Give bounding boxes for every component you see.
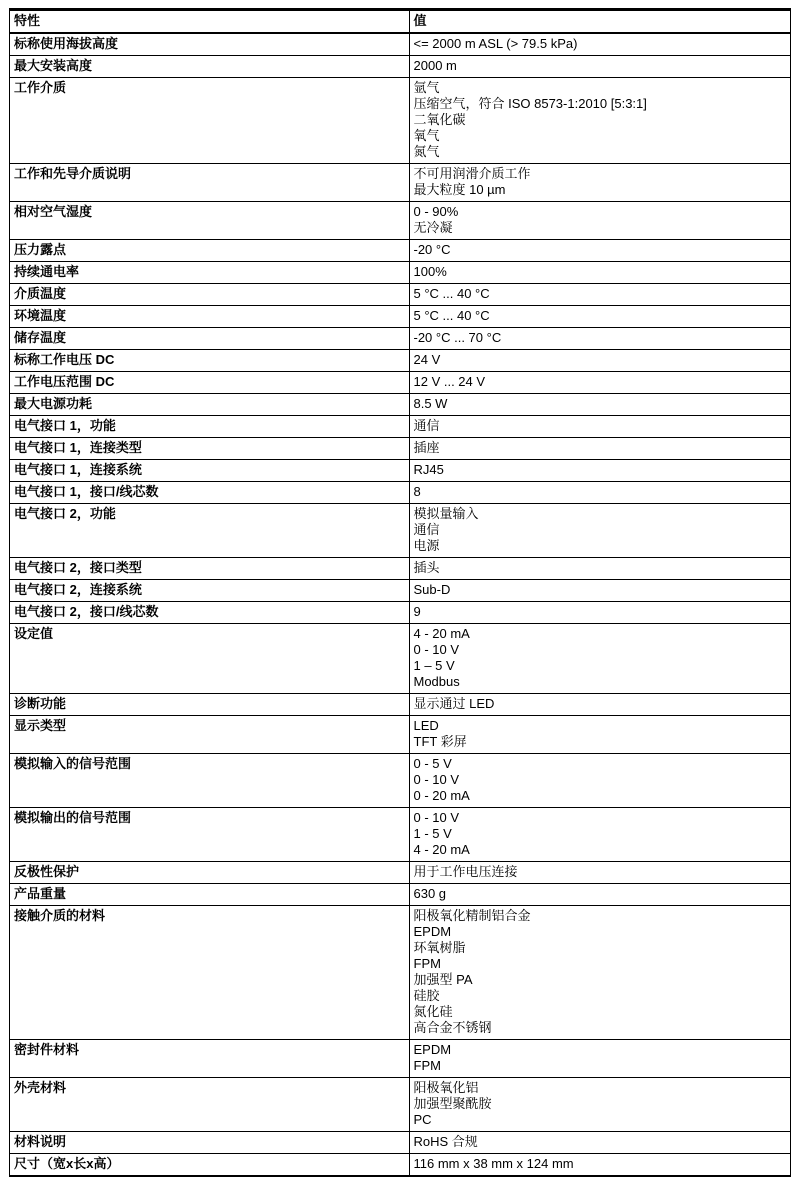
table-row xyxy=(10,350,791,372)
spec-table-head xyxy=(10,10,791,34)
spec-value-cell xyxy=(409,1078,791,1132)
spec-value-line: 阳极氧化铝 xyxy=(413,1080,479,1095)
spec-value-line: 1 – 5 V xyxy=(413,658,455,673)
spec-value-line: 5 °C ... 40 °C xyxy=(413,286,490,301)
table-row xyxy=(10,1040,791,1078)
table-row xyxy=(10,580,791,602)
spec-label-cell: 外壳材料 xyxy=(10,1078,410,1132)
spec-value-line: -20 °C ... 70 °C xyxy=(413,330,502,345)
spec-label-cell: 相对空气湿度 xyxy=(10,202,410,240)
spec-value-line: 通信 xyxy=(413,522,440,537)
spec-value-line: 氮化硅 xyxy=(413,1004,453,1019)
spec-value-line: 116 mm x 38 mm x 124 mm xyxy=(413,1156,574,1171)
spec-value-line: 最大粒度 10 µm xyxy=(413,182,506,197)
spec-value-line: 0 - 90% xyxy=(413,204,459,219)
spec-value-cell xyxy=(409,284,791,306)
spec-value-cell xyxy=(409,350,791,372)
spec-value-line: 0 - 10 V xyxy=(413,810,460,825)
table-row xyxy=(10,1132,791,1154)
table-row xyxy=(10,33,791,56)
spec-label-cell: 电气接口 2，功能 xyxy=(10,504,410,558)
spec-label-cell: 环境温度 xyxy=(10,306,410,328)
table-row xyxy=(10,906,791,1040)
spec-value-line: RJ45 xyxy=(413,462,444,477)
spec-value-line: 氮气 xyxy=(413,144,440,159)
spec-value-cell xyxy=(409,808,791,862)
table-row xyxy=(10,884,791,906)
header-value: 值 xyxy=(409,10,791,34)
spec-value-line: 0 - 10 V xyxy=(413,642,460,657)
spec-value-line: -20 °C xyxy=(413,242,451,257)
spec-value-cell xyxy=(409,394,791,416)
spec-value-cell xyxy=(409,33,791,56)
spec-value-cell xyxy=(409,438,791,460)
spec-value-line: <= 2000 m ASL (> 79.5 kPa) xyxy=(413,36,578,51)
spec-value-line: 12 V ... 24 V xyxy=(413,374,486,389)
table-row xyxy=(10,862,791,884)
spec-label-cell: 持续通电率 xyxy=(10,262,410,284)
spec-value-cell xyxy=(409,862,791,884)
spec-value-line: 4 - 20 mA xyxy=(413,842,470,857)
spec-label-cell: 接触介质的材料 xyxy=(10,906,410,1040)
spec-value-cell xyxy=(409,754,791,808)
spec-value-line: 压缩空气，符合 ISO 8573-1:2010 [5:3:1] xyxy=(413,96,647,111)
spec-label-cell: 介质温度 xyxy=(10,284,410,306)
table-row xyxy=(10,1154,791,1177)
spec-label-cell: 最大电源功耗 xyxy=(10,394,410,416)
spec-value-line: 二氧化碳 xyxy=(413,112,466,127)
spec-label-cell: 标称工作电压 DC xyxy=(10,350,410,372)
spec-value-line: 通信 xyxy=(413,418,440,433)
spec-value-line: 氧气 xyxy=(413,128,440,143)
spec-value-cell xyxy=(409,460,791,482)
spec-value-cell xyxy=(409,504,791,558)
spec-value-line: 5 °C ... 40 °C xyxy=(413,308,490,323)
spec-value-line: 0 - 5 V xyxy=(413,756,452,771)
spec-value-cell xyxy=(409,580,791,602)
spec-value-cell xyxy=(409,56,791,78)
table-row xyxy=(10,56,791,78)
spec-value-line: FPM xyxy=(413,956,441,971)
table-row xyxy=(10,754,791,808)
spec-label-cell: 电气接口 1，功能 xyxy=(10,416,410,438)
spec-value-cell xyxy=(409,716,791,754)
spec-value-cell xyxy=(409,164,791,202)
spec-label-cell: 密封件材料 xyxy=(10,1040,410,1078)
spec-value-line: 8 xyxy=(413,484,421,499)
spec-value-line: 电源 xyxy=(413,538,440,553)
spec-value-line: TFT 彩屏 xyxy=(413,734,467,749)
table-row xyxy=(10,164,791,202)
spec-value-line: 9 xyxy=(413,604,421,619)
spec-value-line: 0 - 20 mA xyxy=(413,788,470,803)
spec-value-cell xyxy=(409,694,791,716)
spec-label-cell: 电气接口 2，接口类型 xyxy=(10,558,410,580)
spec-value-cell xyxy=(409,602,791,624)
spec-label-cell: 电气接口 1，连接类型 xyxy=(10,438,410,460)
spec-value-line: 630 g xyxy=(413,886,447,901)
spec-label-cell: 最大安装高度 xyxy=(10,56,410,78)
spec-value-line: PC xyxy=(413,1112,432,1127)
table-row xyxy=(10,716,791,754)
spec-value-cell xyxy=(409,306,791,328)
table-row xyxy=(10,240,791,262)
spec-value-line: 显示通过 LED xyxy=(413,696,495,711)
table-header-row xyxy=(10,10,791,34)
spec-value-line: 用于工作电压连接 xyxy=(413,864,518,879)
table-row xyxy=(10,328,791,350)
table-row xyxy=(10,504,791,558)
spec-label-cell: 模拟输入的信号范围 xyxy=(10,754,410,808)
spec-value-line: FPM xyxy=(413,1058,441,1073)
spec-value-cell xyxy=(409,416,791,438)
spec-table xyxy=(9,8,791,1177)
spec-value-cell xyxy=(409,328,791,350)
spec-value-line: EPDM xyxy=(413,1042,452,1057)
table-row xyxy=(10,808,791,862)
table-row xyxy=(10,394,791,416)
spec-label-cell: 产品重量 xyxy=(10,884,410,906)
spec-label-cell: 储存温度 xyxy=(10,328,410,350)
spec-value-line: Modbus xyxy=(413,674,460,689)
spec-label-cell: 标称使用海拔高度 xyxy=(10,33,410,56)
spec-label-cell: 诊断功能 xyxy=(10,694,410,716)
spec-value-line: 高合金不锈钢 xyxy=(413,1020,492,1035)
spec-label-cell: 模拟输出的信号范围 xyxy=(10,808,410,862)
spec-table-body xyxy=(10,33,791,1176)
table-row xyxy=(10,262,791,284)
spec-value-cell xyxy=(409,262,791,284)
spec-value-line: 100% xyxy=(413,264,447,279)
spec-value-line: 加强型聚酰胺 xyxy=(413,1096,492,1111)
spec-label-cell: 工作和先导介质说明 xyxy=(10,164,410,202)
spec-label-cell: 压力露点 xyxy=(10,240,410,262)
spec-label-cell: 设定值 xyxy=(10,624,410,694)
spec-label-cell: 工作电压范围 DC xyxy=(10,372,410,394)
table-row xyxy=(10,558,791,580)
spec-value-line: 阳极氧化精制铝合金 xyxy=(413,908,531,923)
table-row xyxy=(10,438,791,460)
table-row xyxy=(10,460,791,482)
table-row xyxy=(10,78,791,164)
spec-value-line: 加强型 PA xyxy=(413,972,473,987)
spec-value-cell xyxy=(409,482,791,504)
table-row xyxy=(10,306,791,328)
spec-value-line: 24 V xyxy=(413,352,441,367)
spec-value-cell xyxy=(409,202,791,240)
spec-label-cell: 反极性保护 xyxy=(10,862,410,884)
spec-value-line: 无冷凝 xyxy=(413,220,453,235)
spec-value-cell xyxy=(409,78,791,164)
spec-value-line: 环氧树脂 xyxy=(413,940,466,955)
spec-value-line: EPDM xyxy=(413,924,452,939)
spec-value-line: 插头 xyxy=(413,560,440,575)
table-row xyxy=(10,624,791,694)
table-row xyxy=(10,416,791,438)
table-row xyxy=(10,1078,791,1132)
spec-value-cell xyxy=(409,372,791,394)
spec-value-cell xyxy=(409,1132,791,1154)
spec-value-line: 8.5 W xyxy=(413,396,448,411)
spec-value-cell xyxy=(409,624,791,694)
spec-value-cell xyxy=(409,1040,791,1078)
spec-value-cell xyxy=(409,1154,791,1177)
spec-value-cell xyxy=(409,558,791,580)
table-row xyxy=(10,482,791,504)
spec-label-cell: 电气接口 1，接口/线芯数 xyxy=(10,482,410,504)
spec-value-line: Sub-D xyxy=(413,582,451,597)
spec-value-line: 氩气 xyxy=(413,80,440,95)
table-row xyxy=(10,202,791,240)
spec-value-cell xyxy=(409,906,791,1040)
spec-value-line: 2000 m xyxy=(413,58,457,73)
spec-value-line: RoHS 合规 xyxy=(413,1134,478,1149)
spec-label-cell: 电气接口 1，连接系统 xyxy=(10,460,410,482)
table-row xyxy=(10,694,791,716)
spec-value-line: 插座 xyxy=(413,440,440,455)
spec-label-cell: 电气接口 2，接口/线芯数 xyxy=(10,602,410,624)
table-row xyxy=(10,284,791,306)
spec-value-line: 4 - 20 mA xyxy=(413,626,470,641)
table-row xyxy=(10,602,791,624)
spec-value-line: 1 - 5 V xyxy=(413,826,452,841)
spec-value-line: LED xyxy=(413,718,439,733)
spec-value-line: 硅胶 xyxy=(413,988,440,1003)
header-property: 特性 xyxy=(10,10,410,34)
spec-label-cell: 材料说明 xyxy=(10,1132,410,1154)
spec-label-cell: 电气接口 2，连接系统 xyxy=(10,580,410,602)
spec-value-line: 0 - 10 V xyxy=(413,772,460,787)
spec-label-cell: 尺寸（宽x长x高） xyxy=(10,1154,410,1177)
spec-value-cell xyxy=(409,240,791,262)
spec-label-cell: 显示类型 xyxy=(10,716,410,754)
table-row xyxy=(10,372,791,394)
spec-value-line: 不可用润滑介质工作 xyxy=(413,166,531,181)
spec-value-line: 模拟量输入 xyxy=(413,506,479,521)
spec-label-cell: 工作介质 xyxy=(10,78,410,164)
spec-value-cell xyxy=(409,884,791,906)
